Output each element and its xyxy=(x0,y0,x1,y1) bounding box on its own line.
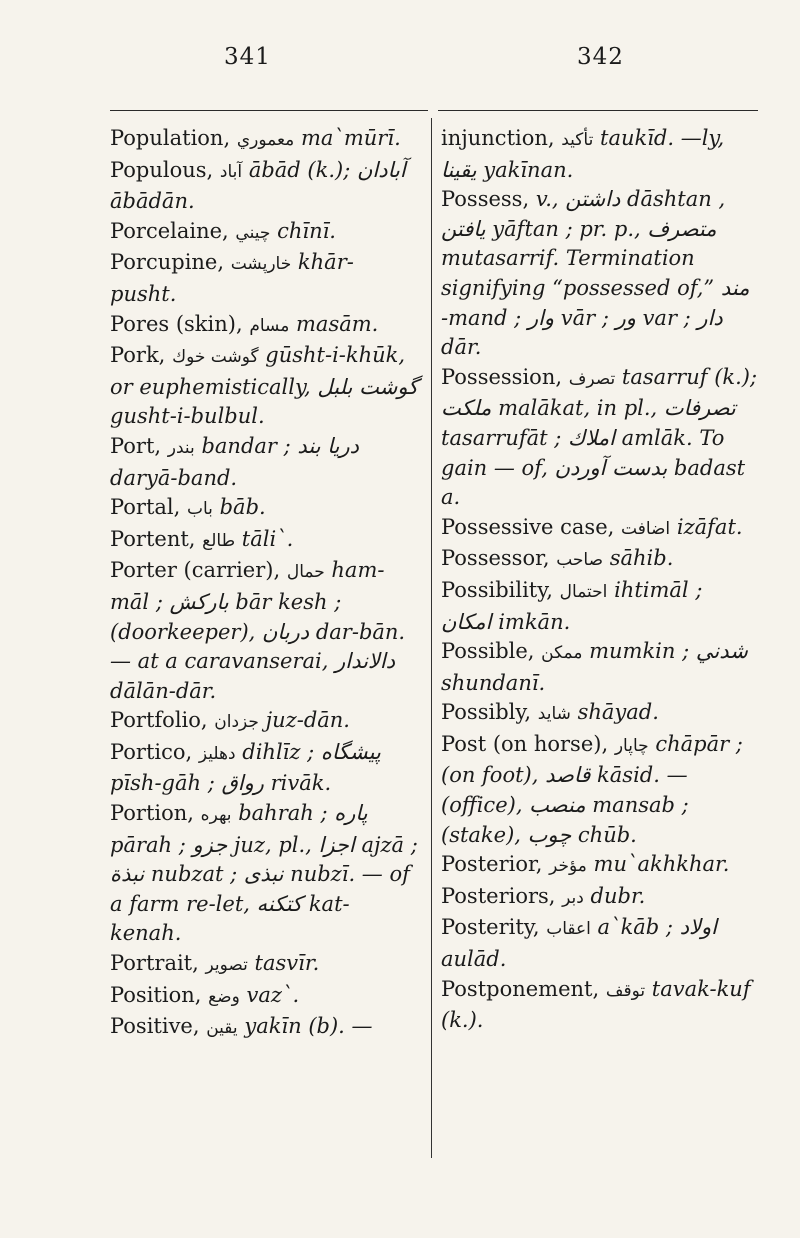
entry-arabic: طالع xyxy=(202,530,236,551)
entry-body: khār-pusht. xyxy=(110,250,354,306)
entry-body: mumkin ; شدني shundanī. xyxy=(441,639,748,695)
entry-headword: Possess, xyxy=(441,187,530,212)
entry-arabic: گوشت خوك xyxy=(172,347,259,368)
entry-headword: Possible, xyxy=(441,639,535,664)
entry-arabic: مؤخر xyxy=(549,856,587,877)
entry-arabic: صاحب xyxy=(556,550,604,571)
entry-headword: Portal, xyxy=(110,495,181,520)
entry-body: v., داشتن dāshtan , يافتن yāftan ; pr. p., متصرف mutasarrif. Termination signifying “possessed of,” مند -mand ; وار vār ; ور var ; دار dār. xyxy=(441,187,750,360)
entry-arabic: خارپشت xyxy=(230,254,292,275)
entry-arabic: احتمال xyxy=(559,581,608,602)
right-column xyxy=(441,124,759,1036)
entry-headword: Positive, xyxy=(110,1014,200,1039)
entry-body: ābād (k.); آبادان ābādān. xyxy=(110,157,406,214)
entry-body: bahrah ; پاره pārah ; جزو juz, pl., اجزا ajzā ; نبذة nubzat ; نبذى nubzī. — of a farm re-let, كتكنه kat-kenah. xyxy=(110,801,418,946)
entry-headword: Posteriors, xyxy=(441,883,556,908)
entry-body: tāli`. xyxy=(241,526,294,551)
entry-body: mu`akhkhar. xyxy=(593,852,730,877)
dictionary-entry xyxy=(110,310,420,342)
entry-body: bāb. xyxy=(219,495,266,520)
dictionary-entry xyxy=(110,706,420,738)
entry-arabic: دهليز xyxy=(198,743,236,764)
entry-arabic: مسام xyxy=(249,315,290,336)
dictionary-entry xyxy=(110,217,420,249)
entry-arabic: توقف xyxy=(605,980,646,1001)
entry-headword: Possession, xyxy=(441,364,563,389)
entry-headword: Portion, xyxy=(110,801,194,826)
entry-body: ma`mūrī. xyxy=(300,126,401,150)
dictionary-entry xyxy=(110,525,420,557)
dictionary-entry xyxy=(441,882,759,914)
entry-arabic: جزدان xyxy=(214,712,259,733)
entry-body: ham-māl ; باركش bār kesh ; (doorkeeper), دربان dar-bān. — at a caravanserai, دالاندار dālān-dār. xyxy=(110,558,406,703)
entry-body: bandar ; دريا بند daryā-band. xyxy=(110,433,359,490)
entry-body: izāfat. xyxy=(676,514,743,539)
page-number-left: 341 xyxy=(224,44,271,70)
dictionary-entry xyxy=(110,432,420,493)
entry-body: shāyad. xyxy=(577,700,659,725)
entry-headword: Possibly, xyxy=(441,700,532,725)
entry-arabic: اضافت xyxy=(621,518,671,539)
entry-headword: Portent, xyxy=(110,526,196,551)
entry-body: gūsht-i-khūk, or euphemistically, گوشت بلبل gusht-i-bulbul. xyxy=(110,343,419,429)
entry-headword: Portrait, xyxy=(110,951,199,976)
entry-body: yakīn (b). — xyxy=(244,1014,373,1039)
entry-headword: Possibility, xyxy=(441,577,553,602)
entry-headword: Portfolio, xyxy=(110,708,208,733)
entry-headword: Porcelaine, xyxy=(110,218,229,243)
entry-arabic: بهره xyxy=(200,805,232,826)
entry-arabic: آباد xyxy=(219,161,243,182)
dictionary-entry xyxy=(110,556,420,706)
entry-body: sāhib. xyxy=(609,546,674,571)
dictionary-entry xyxy=(441,637,759,698)
entry-body: chīnī. xyxy=(277,218,336,243)
entry-body: vaz`. xyxy=(246,982,300,1007)
entry-headword: Portico, xyxy=(110,739,193,764)
entry-headword: Post (on horse), xyxy=(441,731,609,756)
entry-headword: Pork, xyxy=(110,343,166,368)
entry-body: juz-dān. xyxy=(265,708,350,733)
entry-arabic: اعقاب xyxy=(546,919,591,940)
entry-headword: Posterior, xyxy=(441,852,543,877)
entry-headword: Possessive case, xyxy=(441,514,615,539)
header-rule-left xyxy=(110,110,428,111)
entry-headword: Pores (skin), xyxy=(110,311,243,336)
entry-arabic: تصوير xyxy=(205,955,248,976)
dictionary-entry xyxy=(441,698,759,730)
dictionary-entry xyxy=(110,124,420,156)
entry-headword: Postponement, xyxy=(441,976,600,1001)
entry-headword: Port, xyxy=(110,433,162,458)
entry-arabic: شايد xyxy=(537,704,571,725)
entry-body: a`kāb ; اولاد aulād. xyxy=(441,915,717,972)
dictionary-entry xyxy=(110,738,420,799)
dictionary-entry xyxy=(441,730,759,850)
dictionary-entry xyxy=(441,913,759,974)
entry-arabic: تصرف xyxy=(568,368,616,389)
entry-arabic: باب xyxy=(187,499,213,520)
dictionary-entry xyxy=(441,544,759,576)
entry-arabic: معموري xyxy=(236,130,295,150)
dictionary-entry xyxy=(110,799,420,949)
entry-body: tasvīr. xyxy=(254,951,320,976)
entry-arabic: وضع xyxy=(208,986,240,1007)
dictionary-entry xyxy=(110,1012,420,1044)
entry-arabic: چاپار xyxy=(614,735,649,756)
entry-body: dubr. xyxy=(590,883,646,908)
dictionary-entry xyxy=(110,493,420,525)
column-divider xyxy=(431,118,432,1158)
dictionary-entry xyxy=(110,949,420,981)
entry-body: tasarruf (k.); ملكت malākat, in pl., تصرفات tasarrufāt ; املاك amlāk. To gain — of, بدست آوردن badast a. xyxy=(441,364,758,510)
entry-body: chāpār ; (on foot), قاصد kāsid. — (office), منصب mansab ; (stake), چوب chūb. xyxy=(441,731,743,847)
entry-body: masām. xyxy=(296,311,379,336)
entry-headword: Porter (carrier), xyxy=(110,558,281,583)
dictionary-entry xyxy=(441,513,759,545)
entry-headword: Posterity, xyxy=(441,915,540,940)
dictionary-entry xyxy=(441,363,759,513)
entry-arabic: ممكن xyxy=(541,643,583,664)
entry-headword: Population, xyxy=(110,126,231,150)
entry-arabic: دبر xyxy=(562,887,584,908)
dictionary-entry xyxy=(110,341,420,432)
entry-headword: Possessor, xyxy=(441,546,550,571)
entry-headword: Position, xyxy=(110,982,202,1007)
header-rule-right xyxy=(438,110,758,111)
dictionary-entry xyxy=(110,248,420,309)
entry-arabic: تأكيد xyxy=(561,130,594,150)
dictionary-entry xyxy=(110,156,420,217)
dictionary-entry xyxy=(441,576,759,637)
entry-headword: Porcupine, xyxy=(110,250,225,275)
entry-body: tavak-kuf (k.). xyxy=(441,976,751,1033)
entry-body: ihtimāl ; امكان imkān. xyxy=(441,577,703,634)
entry-arabic: بندر xyxy=(167,437,195,458)
entry-headword: Populous, xyxy=(110,157,214,182)
entry-arabic: يقين xyxy=(206,1018,238,1039)
dictionary-entry xyxy=(441,850,759,882)
dictionary-entry xyxy=(110,981,420,1013)
entry-body: dihlīz ; پيشگاه pīsh-gāh ; رواق rivāk. xyxy=(110,739,381,796)
dictionary-entry xyxy=(441,124,759,185)
dictionary-entry xyxy=(441,185,759,363)
left-column xyxy=(110,124,420,1044)
entry-arabic: حمال xyxy=(286,562,325,583)
dictionary-entry xyxy=(441,975,759,1036)
entry-body: taukīd. —ly, يقينا yakīnan. xyxy=(441,126,725,182)
entry-arabic: چيني xyxy=(235,222,271,243)
entry-headword: injunction, xyxy=(441,126,555,150)
page-number-right: 342 xyxy=(577,44,624,70)
